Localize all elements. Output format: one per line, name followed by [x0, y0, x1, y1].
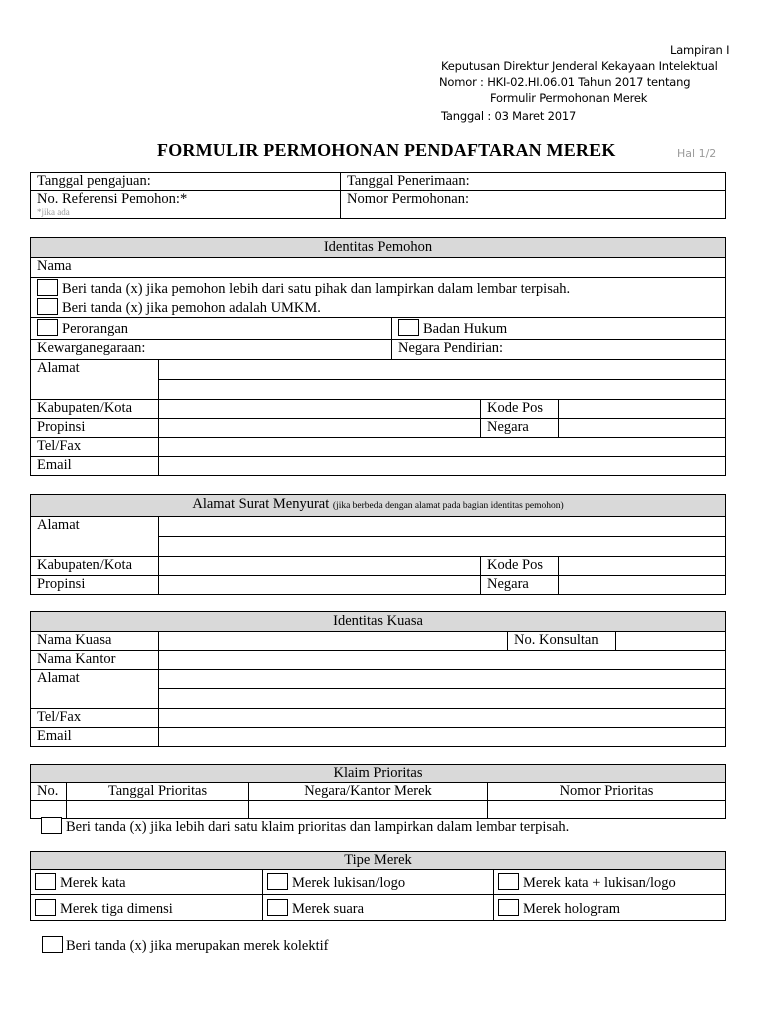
no-referensi-label: No. Referensi Pemohon:* [37, 191, 188, 207]
nama-kantor-label: Nama Kantor [31, 651, 159, 670]
merek-kata-lukisan-checkbox[interactable] [498, 873, 519, 890]
merek-kata-lukisan-label: Merek kata + lukisan/logo [523, 875, 676, 891]
merek-hologram-checkbox[interactable] [498, 899, 519, 916]
nomor-permohonan-field[interactable] [341, 191, 726, 219]
alamat-line-2-field[interactable] [159, 380, 726, 400]
kuasa-alamat-line-2-field[interactable] [159, 689, 726, 709]
surat-negara-field[interactable] [559, 576, 726, 595]
merek-kolektif-label: Beri tanda (x) jika merupakan merek kolektif [66, 938, 329, 954]
email-field[interactable] [159, 457, 726, 476]
no-konsultan-label: No. Konsultan [508, 632, 616, 651]
no-referensi-field[interactable] [31, 191, 341, 219]
merek-tiga-dimensi-label: Merek tiga dimensi [60, 901, 173, 917]
multi-applicant-checkbox[interactable] [37, 279, 58, 296]
telfax-field[interactable] [159, 438, 726, 457]
prioritas-tanggal-cell[interactable] [67, 801, 249, 819]
col-nomor-prioritas: Nomor Prioritas [488, 783, 726, 801]
surat-kabupaten-label: Kabupaten/Kota [31, 557, 159, 576]
no-konsultan-field[interactable] [616, 632, 726, 651]
alamat-surat-heading [31, 495, 726, 517]
decree-subject-line: Formulir Permohonan Merek [490, 91, 648, 105]
jika-ada-note: *jika ada [37, 207, 70, 217]
negara-field[interactable] [559, 419, 726, 438]
propinsi-label: Propinsi [31, 419, 159, 438]
alamat-surat-table [30, 494, 726, 595]
kuasa-email-label: Email [31, 728, 159, 747]
merek-kolektif-checkbox[interactable] [42, 936, 63, 953]
negara-pendirian-label: Negara Pendirian: [398, 340, 504, 356]
tipe-merek-table [30, 851, 726, 921]
badan-hukum-label: Badan Hukum [423, 321, 508, 337]
decree-number-line: Nomor : HKI-02.HI.06.01 Tahun 2017 tentang [439, 75, 691, 89]
multi-priority-checkbox[interactable] [41, 817, 62, 834]
kuasa-telfax-label: Tel/Fax [31, 709, 159, 728]
telfax-label: Tel/Fax [31, 438, 159, 457]
perorangan-checkbox[interactable] [37, 319, 58, 336]
surat-alamat-line-1-field[interactable] [159, 517, 726, 537]
tipe-merek-heading: Tipe Merek [31, 852, 726, 870]
identitas-pemohon-table [30, 237, 726, 476]
propinsi-field[interactable] [159, 419, 481, 438]
merek-lukisan-checkbox[interactable] [267, 873, 288, 890]
lampiran-label: Lampiran I [670, 43, 730, 57]
submission-info-table [30, 172, 726, 219]
surat-kabupaten-field[interactable] [159, 557, 481, 576]
surat-alamat-label: Alamat [31, 517, 159, 557]
negara-label: Negara [481, 419, 559, 438]
badan-hukum-checkbox[interactable] [398, 319, 419, 336]
surat-propinsi-field[interactable] [159, 576, 481, 595]
kuasa-telfax-field[interactable] [159, 709, 726, 728]
surat-alamat-line-2-field[interactable] [159, 537, 726, 557]
surat-negara-label: Negara [481, 576, 559, 595]
col-negara-kantor: Negara/Kantor Merek [249, 783, 488, 801]
decree-date-line: Tanggal : 03 Maret 2017 [441, 109, 577, 123]
kuasa-alamat-line-1-field[interactable] [159, 670, 726, 689]
surat-kode-pos-label: Kode Pos [481, 557, 559, 576]
kuasa-alamat-label: Alamat [31, 670, 159, 709]
email-label: Email [31, 457, 159, 476]
identitas-kuasa-table [30, 611, 726, 747]
klaim-prioritas-table [30, 764, 726, 819]
multi-applicant-label: Beri tanda (x) jika pemohon lebih dari satu pihak dan lampirkan dalam lembar terpisah. [62, 281, 571, 297]
merek-suara-label: Merek suara [292, 901, 365, 917]
kuasa-email-field[interactable] [159, 728, 726, 747]
nama-label: Nama [37, 258, 72, 274]
identitas-pemohon-heading: Identitas Pemohon [31, 238, 726, 258]
kabupaten-label: Kabupaten/Kota [31, 400, 159, 419]
negara-pendirian-field[interactable] [392, 340, 726, 360]
nama-field[interactable] [31, 258, 726, 278]
merek-kata-checkbox[interactable] [35, 873, 56, 890]
alamat-surat-note: (jika berbeda dengan alamat pada bagian identitas pemohon) [332, 501, 564, 511]
col-no: No. [31, 783, 67, 801]
surat-propinsi-label: Propinsi [31, 576, 159, 595]
merek-hologram-label: Merek hologram [523, 901, 621, 917]
prioritas-nomor-cell[interactable] [488, 801, 726, 819]
prioritas-no-cell[interactable] [31, 801, 67, 819]
nama-kuasa-field[interactable] [159, 632, 508, 651]
nama-kuasa-label: Nama Kuasa [31, 632, 159, 651]
umkm-checkbox[interactable] [37, 298, 58, 315]
merek-lukisan-label: Merek lukisan/logo [292, 875, 406, 891]
identitas-kuasa-heading: Identitas Kuasa [31, 612, 726, 632]
nama-kantor-field[interactable] [159, 651, 726, 670]
surat-kode-pos-field[interactable] [559, 557, 726, 576]
perorangan-label: Perorangan [62, 321, 129, 337]
merek-tiga-dimensi-checkbox[interactable] [35, 899, 56, 916]
page-number: Hal 1/2 [677, 147, 717, 160]
tanggal-pengajuan-field[interactable] [31, 173, 341, 191]
col-tanggal-prioritas: Tanggal Prioritas [67, 783, 249, 801]
tanggal-pengajuan-label: Tanggal pengajuan: [37, 173, 151, 189]
merek-suara-checkbox[interactable] [267, 899, 288, 916]
alamat-label: Alamat [31, 360, 159, 400]
kode-pos-label: Kode Pos [481, 400, 559, 419]
klaim-prioritas-heading: Klaim Prioritas [31, 765, 726, 783]
multi-priority-label: Beri tanda (x) jika lebih dari satu klaim prioritas dan lampirkan dalam lembar terpisah. [66, 819, 570, 835]
kewarganegaraan-label: Kewarganegaraan: [37, 340, 146, 356]
tanggal-penerimaan-field[interactable] [341, 173, 726, 191]
kode-pos-field[interactable] [559, 400, 726, 419]
prioritas-negara-cell[interactable] [249, 801, 488, 819]
alamat-line-1-field[interactable] [159, 360, 726, 380]
tanggal-penerimaan-label: Tanggal Penerimaan: [347, 173, 470, 189]
form-title: FORMULIR PERMOHONAN PENDAFTARAN MEREK [157, 140, 616, 160]
kabupaten-field[interactable] [159, 400, 481, 419]
nomor-permohonan-label: Nomor Permohonan: [347, 191, 470, 207]
kewarganegaraan-field[interactable] [31, 340, 392, 360]
alamat-surat-title: Alamat Surat Menyurat [192, 496, 330, 512]
decree-line: Keputusan Direktur Jenderal Kekayaan Intelektual [441, 59, 718, 73]
merek-kata-label: Merek kata [60, 875, 126, 891]
umkm-label: Beri tanda (x) jika pemohon adalah UMKM. [62, 300, 321, 316]
